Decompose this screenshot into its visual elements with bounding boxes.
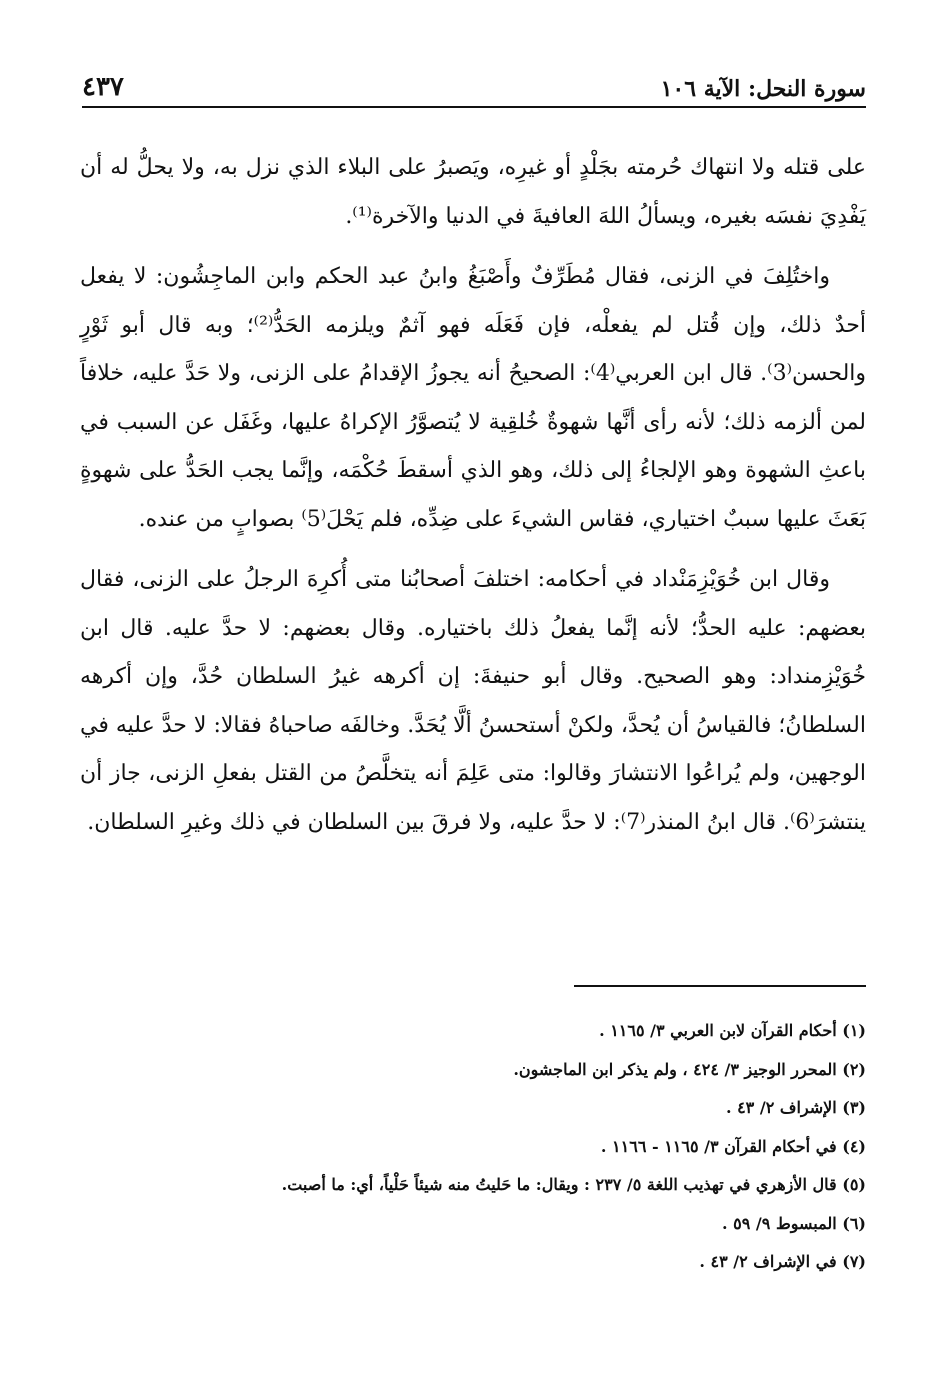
paragraph: على قتله ولا انتهاك حُرمته بجَلْدٍ أو غيرِه، ويَصبرُ على البلاء الذي نزل به، ولا يحلُّ له أن يَفْدِيَ نفسَه بغيره، ويسألُ اللهَ العافيةَ في الدنيا والآخرة⁽¹⁾. — [80, 155, 866, 229]
footnote: (٤) في أحكام القرآن ٣/ ١١٦٥ - ١١٦٦ . — [600, 1136, 866, 1156]
footnotes — [80, 1012, 866, 1282]
running-title: سورة النحل: الآية ١٠٦ — [660, 76, 866, 102]
page-header — [82, 64, 866, 108]
footnote: (٥) قال الأزهري في تهذيب اللغة ٥/ ٢٣٧ : ويقال: ما حَليتُ منه شيئاً حَلْياً، أي: ما أصبت. — [281, 1175, 866, 1194]
footnote: (٢) المحرر الوجيز ٣/ ٤٢٤ ، ولم يذكر ابن الماجشون. — [513, 1059, 866, 1079]
footnote: (٣) الإشراف ٢/ ٤٣ . — [725, 1098, 866, 1117]
footnote: (١) أحكام القرآن لابن العربي ٣/ ١١٦٥ . — [599, 1021, 866, 1040]
paragraph: واختُلِفَ في الزنى، فقال مُطَرِّفٌ وأَصْبَغُ وابنُ عبد الحكم وابن الماجِشُون: لا يفعل أحدٌ ذلك، وإن قُتل لم يفعلْه، فإن فَعَلَه فهو آثمٌ ويلزمه الحَدُّ⁽²⁾؛ وبه قال أبو ثَوْرٍ والحسن⁽3⁾. قال ابن العربي⁽4⁾: الصحيحُ أنه يجوزُ الإقدامُ على الزنى، ولا حَدَّ عليه، خلافاً لمن ألزمه ذلك؛ لأنه رأى أنَّها شهوةٌ خُلقِية لا يُتصوَّرُ الإكراهُ عليها، وغَفَل عن السبب في باعثِ الشهوة وهو الإلجاءُ إلى ذلك، وهو الذي أسقطَ حُكْمَه، وإنَّما يجب الحَدُّ على شهوةٍ بَعَثَ عليها سببٌ اختياري، فقاس الشيءَ على ضِدِّه، فلم يَحْلَ⁽5⁾ بصوابٍ من عنده. — [80, 264, 867, 532]
footnote: (٧) في الإشراف ٢/ ٤٣ . — [699, 1252, 866, 1271]
footnote: (٦) المبسوط ٩/ ٥٩ . — [722, 1213, 866, 1233]
main-text — [80, 144, 866, 859]
footnote-separator — [574, 985, 866, 987]
page-number: ٤٣٧ — [82, 72, 124, 102]
paragraph: وقال ابن خُوَيْزِمَنْداد في أحكامه: اختلفَ أصحابُنا متى أُكرِهَ الرجلُ على الزنى، فقال بعضهم: عليه الحدُّ؛ لأنه إنَّما يفعلُ ذلك باختياره. وقال بعضهم: لا حدَّ عليه. قال ابن خُوَيْزِمنداد: وهو الصحيح. وقال أبو حنيفةَ: إن أكرهه غيرُ السلطان حُدَّ، وإن أكرهه السلطانُ؛ فالقياسُ أن يُحدَّ، ولكنْ أستحسنُ ألَّا يُحَدَّ. وخالفَه صاحباهُ فقالا: لا حدَّ عليه في الوجهين، ولم يُراعُوا الانتشارَ وقالوا: متى عَلِمَ أنه يتخلَّصُ من القتل بفعلِ الزنى، جاز أن ينتشرَ⁽6⁾. قال ابنُ المنذر⁽7⁾: لا حدَّ عليه، ولا فرقَ بين السلطان في ذلك وغيرِ السلطان. — [80, 567, 866, 835]
